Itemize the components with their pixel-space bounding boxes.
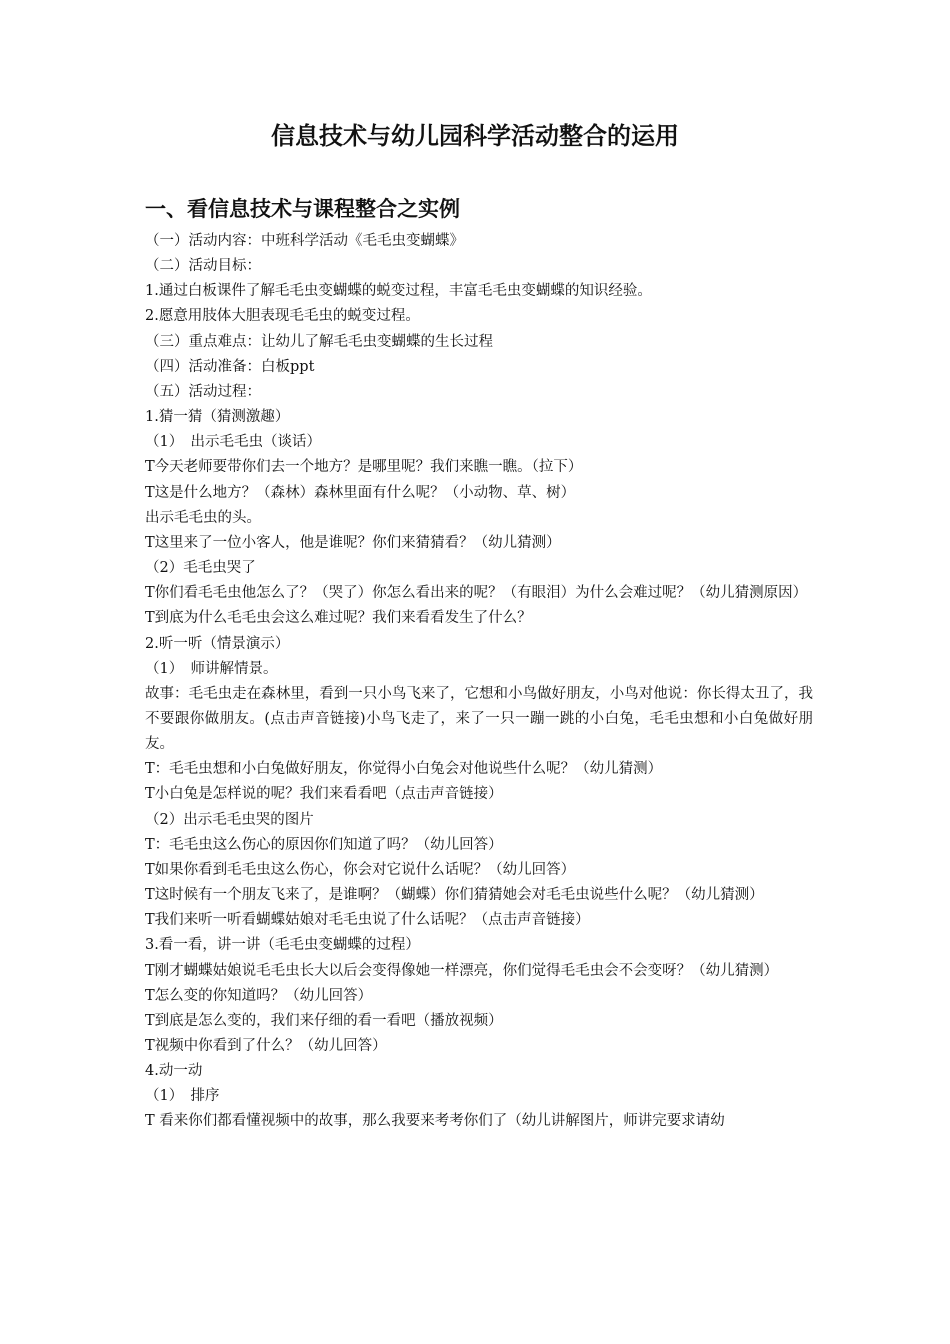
body-line: T这是什么地方？（森林）森林里面有什么呢？（小动物、草、树）	[145, 484, 576, 501]
body-line: 出示毛毛虫的头。	[145, 509, 261, 526]
body-line: T刚才蝴蝶姑娘说毛毛虫长大以后会变得像她一样漂亮，你们觉得毛毛虫会不会变呀？（幼儿猜测）	[145, 962, 779, 979]
body-line: T视频中你看到了什么？（幼儿回答）	[145, 1038, 387, 1054]
body-line: T你们看毛毛虫他怎么了？（哭了）你怎么看出来的呢？（有眼泪）为什么会难过呢？（幼儿猜测原因）	[145, 585, 808, 602]
body-line: （五）活动过程：	[145, 383, 261, 400]
body-line: T这时候有一个朋友飞来了，是谁啊？（蝴蝶）你们猜猜她会对毛毛虫说些什么呢？（幼儿猜测）	[145, 887, 764, 904]
body-line: 3.看一看，讲一讲（毛毛虫变蝴蝶的过程）	[145, 937, 420, 954]
body-line: （四）活动准备：白板ppt	[145, 358, 315, 375]
body-line: （2）毛毛虫哭了	[145, 560, 256, 577]
body-line: 2.听一听（情景演示）	[145, 635, 290, 652]
body-line: 1.通过白板课件了解毛毛虫变蝴蝶的蜕变过程，丰富毛毛虫变蝴蝶的知识经验。	[145, 283, 652, 300]
body-line: T这里来了一位小客人，他是谁呢？你们来猜猜看？（幼儿猜测）	[145, 534, 561, 551]
body-line: （1） 出示毛毛虫（谈话）	[145, 434, 321, 451]
body-line: （1） 排序	[145, 1088, 220, 1105]
body-line: T：毛毛虫这么伤心的原因你们知道了吗？（幼儿回答）	[145, 836, 503, 853]
body-line: T今天老师要带你们去一个地方？是哪里呢？我们来瞧一瞧。（拉下）	[145, 459, 583, 476]
body-line: （三）重点难点：让幼儿了解毛毛虫变蝴蝶的生长过程	[145, 333, 493, 350]
body-line: 4.动一动	[145, 1063, 203, 1080]
body-line: 2.愿意用肢体大胆表现毛毛虫的蜕变过程。	[145, 308, 420, 325]
body-line: T怎么变的你知道吗？（幼儿回答）	[145, 987, 373, 1004]
body-line: T我们来听一听看蝴蝶姑娘对毛毛虫说了什么话呢？（点击声音链接）	[145, 912, 590, 929]
body-line: T 看来你们都看懂视频中的故事，那么我要来考考你们了（幼儿讲解图片，师讲完要求请幼	[145, 1113, 725, 1130]
body-line: （一）活动内容：中班科学活动《毛毛虫变蝴蝶》	[145, 233, 464, 249]
body-line: 1.猜一猜（猜测激趣）	[145, 409, 290, 426]
body-line: （1） 师讲解情景。	[145, 660, 278, 677]
body-line: T：毛毛虫想和小白兔做好朋友，你觉得小白兔会对他说些什么呢？（幼儿猜测）	[145, 761, 663, 778]
section-heading: 一、看信息技术与课程整合之实例	[145, 196, 460, 221]
body-line: 故事：毛毛虫走在森林里，看到一只小鸟飞来了，它想和小鸟做好朋友，小鸟对他说：你长得太丑了，我不要跟你做朋友。(点击声音链接)小鸟飞走了，来了一只一蹦一跳的小白兔，毛毛虫想和小白兔做好朋友。	[145, 685, 813, 753]
body-line: T到底是怎么变的，我们来仔细的看一看吧（播放视频）	[145, 1012, 503, 1029]
body-line: T小白兔是怎样说的呢？我们来看看吧（点击声音链接）	[145, 786, 503, 803]
document-title: 信息技术与幼儿园科学活动整合的运用	[271, 121, 679, 150]
document-body	[145, 229, 813, 1135]
body-line: （2）出示毛毛虫哭的图片	[145, 811, 314, 828]
body-line: （二）活动目标：	[145, 258, 261, 275]
body-line: T到底为什么毛毛虫会这么难过呢？我们来看看发生了什么？	[145, 610, 532, 627]
body-line: T如果你看到毛毛虫这么伤心，你会对它说什么话呢？（幼儿回答）	[145, 861, 576, 878]
